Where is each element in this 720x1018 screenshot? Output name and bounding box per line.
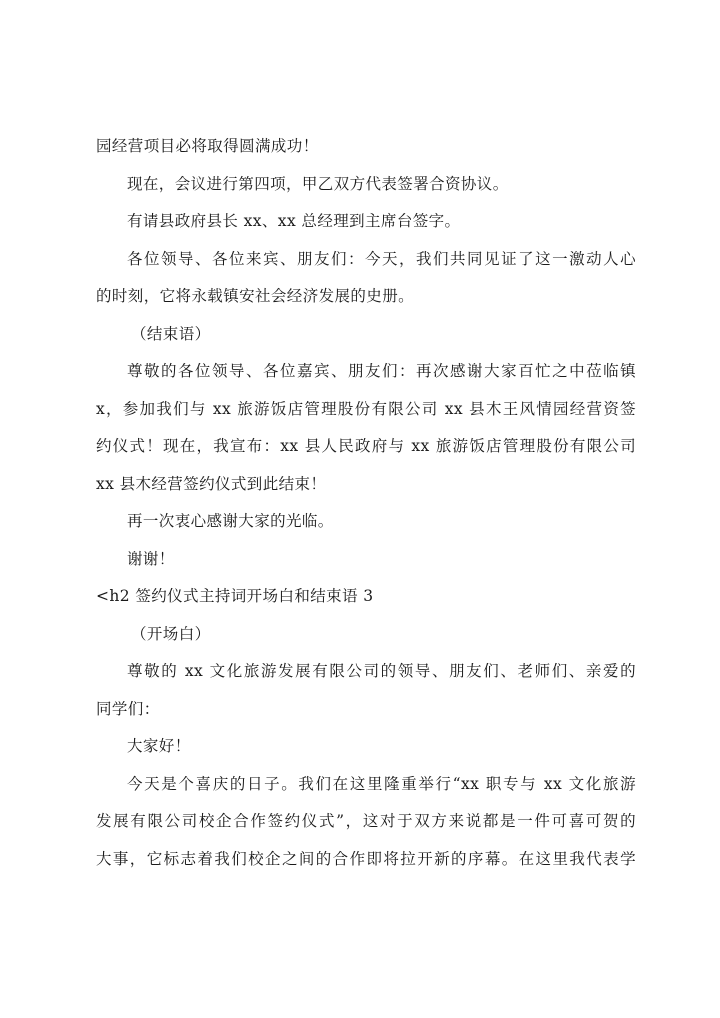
text-line: 有请县政府县长 xx、xx 总经理到主席台签字。	[127, 212, 461, 230]
text-line: 今天是个喜庆的日子。我们在这里隆重举行“xx 职专与 xx 文化旅游	[127, 775, 636, 793]
text-line: 大家好！	[127, 737, 191, 755]
text-line: 尊敬的 xx 文化旅游发展有限公司的领导、朋友们、老师们、亲爱的	[127, 662, 636, 680]
text-line: 约仪式！现在，我宣布：xx 县人民政府与 xx 旅游饭店管理股份有限公司	[96, 437, 636, 455]
text-line: 大事，它标志着我们校企之间的合作即将拉开新的序幕。在这里我代表学	[96, 850, 636, 868]
text-line: 发展有限公司校企合作签约仪式”，这对于双方来说都是一件可喜可贺的	[96, 812, 636, 830]
text-line: 现在，会议进行第四项，甲乙双方代表签署合资协议。	[127, 175, 509, 193]
text-line: 尊敬的各位领导、各位嘉宾、朋友们：再次感谢大家百忙之中莅临镇	[127, 362, 636, 380]
section-heading: <h2 签约仪式主持词开场白和结束语 3	[96, 587, 374, 605]
text-line: 园经营项目必将取得圆满成功！	[96, 137, 319, 155]
text-line: 各位领导、各位来宾、朋友们：今天，我们共同见证了这一激动人心	[127, 250, 636, 268]
section-label: （结束语）	[131, 325, 211, 343]
text-line: 谢谢！	[127, 550, 175, 568]
text-line: x，参加我们与 xx 旅游饭店管理股份有限公司 xx 县木王风情园经营资签	[96, 400, 636, 418]
text-line: xx 县木经营签约仪式到此结束！	[96, 475, 327, 493]
text-line: 再一次衷心感谢大家的光临。	[127, 512, 334, 530]
text-line: 的时刻，它将永载镇安社会经济发展的史册。	[96, 287, 415, 305]
text-line: 同学们：	[96, 700, 160, 718]
section-label: （开场白）	[131, 625, 211, 643]
